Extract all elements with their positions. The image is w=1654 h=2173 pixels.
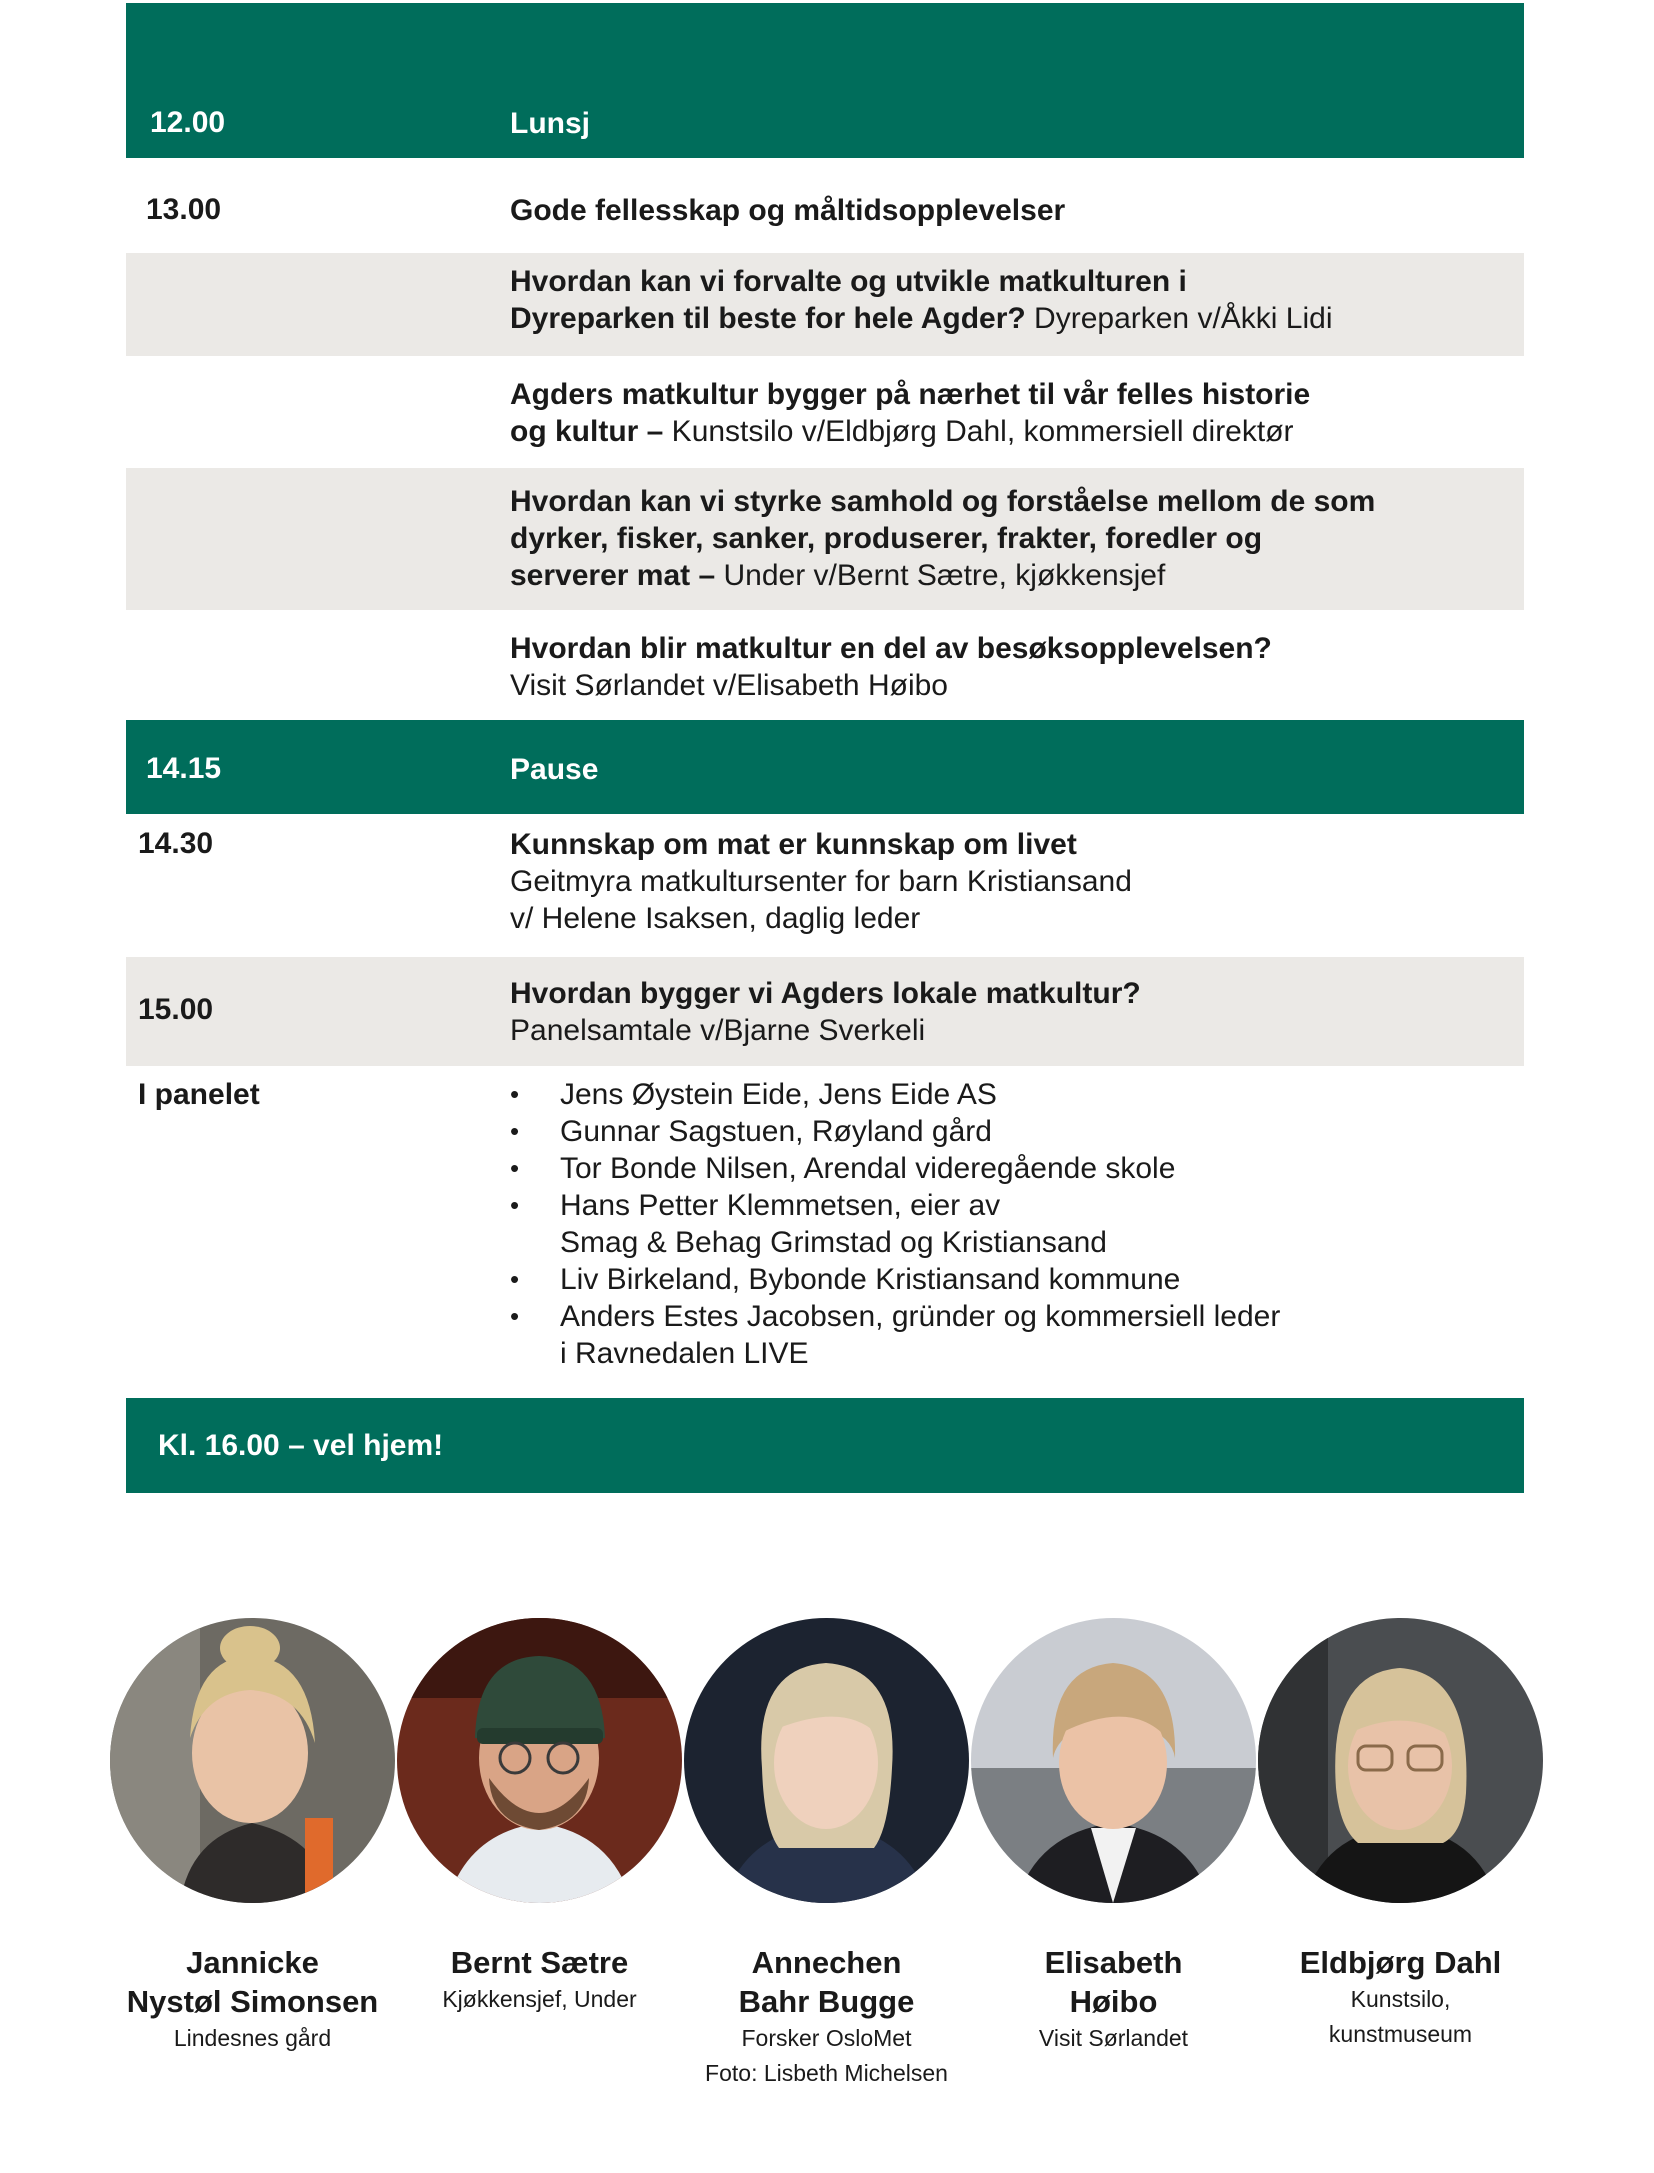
panel-member — [510, 1187, 1510, 1261]
session-1500-line2: Panelsamtale v/Bjarne Sverkeli — [510, 1014, 926, 1047]
talk-kunstsilo-title-1: Agders matkultur bygger på nærhet til vår felles historie — [510, 378, 1311, 411]
pause-row — [126, 720, 1524, 814]
speaker-name — [684, 1943, 969, 2021]
talk-dyreparken-title-1: Hvordan kan vi forvalte og utvikle matkulturen i — [510, 265, 1187, 298]
talk-dyreparken — [126, 253, 1524, 356]
speaker-name — [110, 1943, 395, 2021]
closing-text: Kl. 16.00 – vel hjem! — [158, 1429, 444, 1462]
panel-list — [510, 1076, 1510, 1372]
speaker-name-line: Annechen — [751, 1945, 902, 1980]
talk-dyreparken-text — [510, 263, 1510, 337]
session-1300-time: 13.00 — [146, 193, 222, 226]
session-1430-text — [510, 826, 1510, 937]
panel-member-line-2: i Ravnedalen LIVE — [560, 1337, 809, 1370]
speaker-role: Forsker OsloMet — [741, 2025, 912, 2051]
panel-label: I panelet — [138, 1078, 260, 1111]
closing-row — [126, 1398, 1524, 1493]
panel-member-line-2: Smag & Behag Grimstad og Kristiansand — [560, 1226, 1107, 1259]
talk-under — [126, 468, 1524, 610]
speaker-role: Kunstsilo, — [1350, 1986, 1451, 2012]
speaker-name — [971, 1943, 1256, 2021]
lunch-title: Lunsj — [510, 107, 590, 140]
talk-kunstsilo-title-2: og kultur – — [510, 415, 664, 448]
speaker-name — [397, 1943, 682, 1982]
talk-visit-text — [510, 630, 1510, 704]
talk-under-title-3: serverer mat – — [510, 559, 716, 592]
panel-member-line: • Gunnar Sagstuen, Røyland gård — [560, 1115, 992, 1148]
speaker-name — [1258, 1943, 1543, 1982]
session-1300-title: Gode fellesskap og måltidsopplevelser — [510, 194, 1066, 227]
talk-under-text — [510, 483, 1510, 594]
panel-member-line: • Anders Estes Jacobsen, gründer og kommersiell leder — [560, 1300, 1281, 1333]
talk-dyreparken-speaker: Dyreparken v/Åkki Lidi — [1025, 302, 1333, 335]
speaker-photo — [971, 1618, 1256, 1903]
speaker-photo — [684, 1618, 969, 1903]
speaker-annechen — [684, 1618, 969, 2091]
speaker-role-2: kunstmuseum — [1328, 2021, 1473, 2047]
speaker-name-line: Jannicke — [186, 1945, 319, 1980]
panel-member — [510, 1150, 1510, 1187]
talk-kunstsilo-text — [510, 376, 1510, 450]
speaker-jannicke — [110, 1618, 395, 2056]
talk-visit-title: Hvordan blir matkultur en del av besøksopplevelsen? — [510, 632, 1272, 665]
session-1430-line2: Geitmyra matkultursenter for barn Kristiansand — [510, 865, 1132, 898]
speaker-photo — [110, 1618, 395, 1903]
session-1430-title: Kunnskap om mat er kunnskap om livet — [510, 828, 1077, 861]
speaker-name-line-2: Høibo — [1069, 1984, 1158, 2019]
talk-under-title-1: Hvordan kan vi styrke samhold og forståelse mellom de som — [510, 485, 1376, 518]
talk-kunstsilo — [126, 356, 1524, 468]
talk-dyreparken-title-2: Dyreparken til beste for hele Agder? — [510, 302, 1026, 335]
speaker-name-line: Elisabeth — [1044, 1945, 1183, 1980]
talk-visit-speaker: Visit Sørlandet v/Elisabeth Høibo — [510, 669, 948, 702]
speaker-elisabeth — [971, 1618, 1256, 2056]
speaker-photo — [397, 1618, 682, 1903]
session-1500-time: 15.00 — [138, 993, 214, 1026]
session-1430 — [126, 814, 1524, 957]
speaker-role: Visit Sørlandet — [1038, 2025, 1189, 2051]
panel-member-line: • Tor Bonde Nilsen, Arendal videregående skole — [560, 1152, 1176, 1185]
speaker-name-line-2: Bahr Bugge — [738, 1984, 915, 2019]
talk-under-title-2: dyrker, fisker, sanker, produserer, frakter, foredler og — [510, 522, 1263, 555]
pause-title: Pause — [510, 753, 599, 786]
speaker-bernt — [397, 1618, 682, 2017]
speaker-role: Kjøkkensjef, Under — [442, 1986, 637, 2012]
panel-member — [510, 1261, 1510, 1298]
panel-list-wrap — [510, 1076, 1510, 1372]
speaker-photo-credit: Foto: Lisbeth Michelsen — [705, 2060, 948, 2086]
speaker-name-line: Bernt Sætre — [450, 1945, 629, 1980]
session-1500 — [126, 957, 1524, 1066]
speaker-name-line-2: Nystøl Simonsen — [126, 1984, 379, 2019]
lunch-time: 12.00 — [150, 106, 226, 139]
session-1500-text — [510, 975, 1510, 1049]
talk-kunstsilo-speaker: Kunstsilo v/Eldbjørg Dahl, kommersiell direktør — [663, 415, 1294, 448]
panel-member-line: • Liv Birkeland, Bybonde Kristiansand kommune — [560, 1263, 1181, 1296]
session-1430-line3: v/ Helene Isaksen, daglig leder — [510, 902, 921, 935]
panel-section — [126, 1066, 1524, 1398]
lunch-row — [126, 3, 1524, 158]
talk-under-speaker: Under v/Bernt Sætre, kjøkkensjef — [715, 559, 1166, 592]
speaker-photo — [1258, 1618, 1543, 1903]
session-1430-time: 14.30 — [138, 827, 214, 860]
talk-visit — [126, 610, 1524, 720]
session-1500-title: Hvordan bygger vi Agders lokale matkultur? — [510, 977, 1141, 1010]
pause-time: 14.15 — [146, 752, 222, 785]
panel-member — [510, 1298, 1510, 1372]
panel-member-line: • Hans Petter Klemmetsen, eier av — [560, 1189, 1001, 1222]
session-1300-header — [126, 158, 1524, 253]
panel-member — [510, 1076, 1510, 1113]
panel-member — [510, 1113, 1510, 1150]
speaker-eldbjorg — [1258, 1618, 1543, 2052]
speaker-name-line: Eldbjørg Dahl — [1299, 1945, 1502, 1980]
speaker-role: Lindesnes gård — [173, 2025, 332, 2051]
panel-member-line: • Jens Øystein Eide, Jens Eide AS — [560, 1078, 997, 1111]
